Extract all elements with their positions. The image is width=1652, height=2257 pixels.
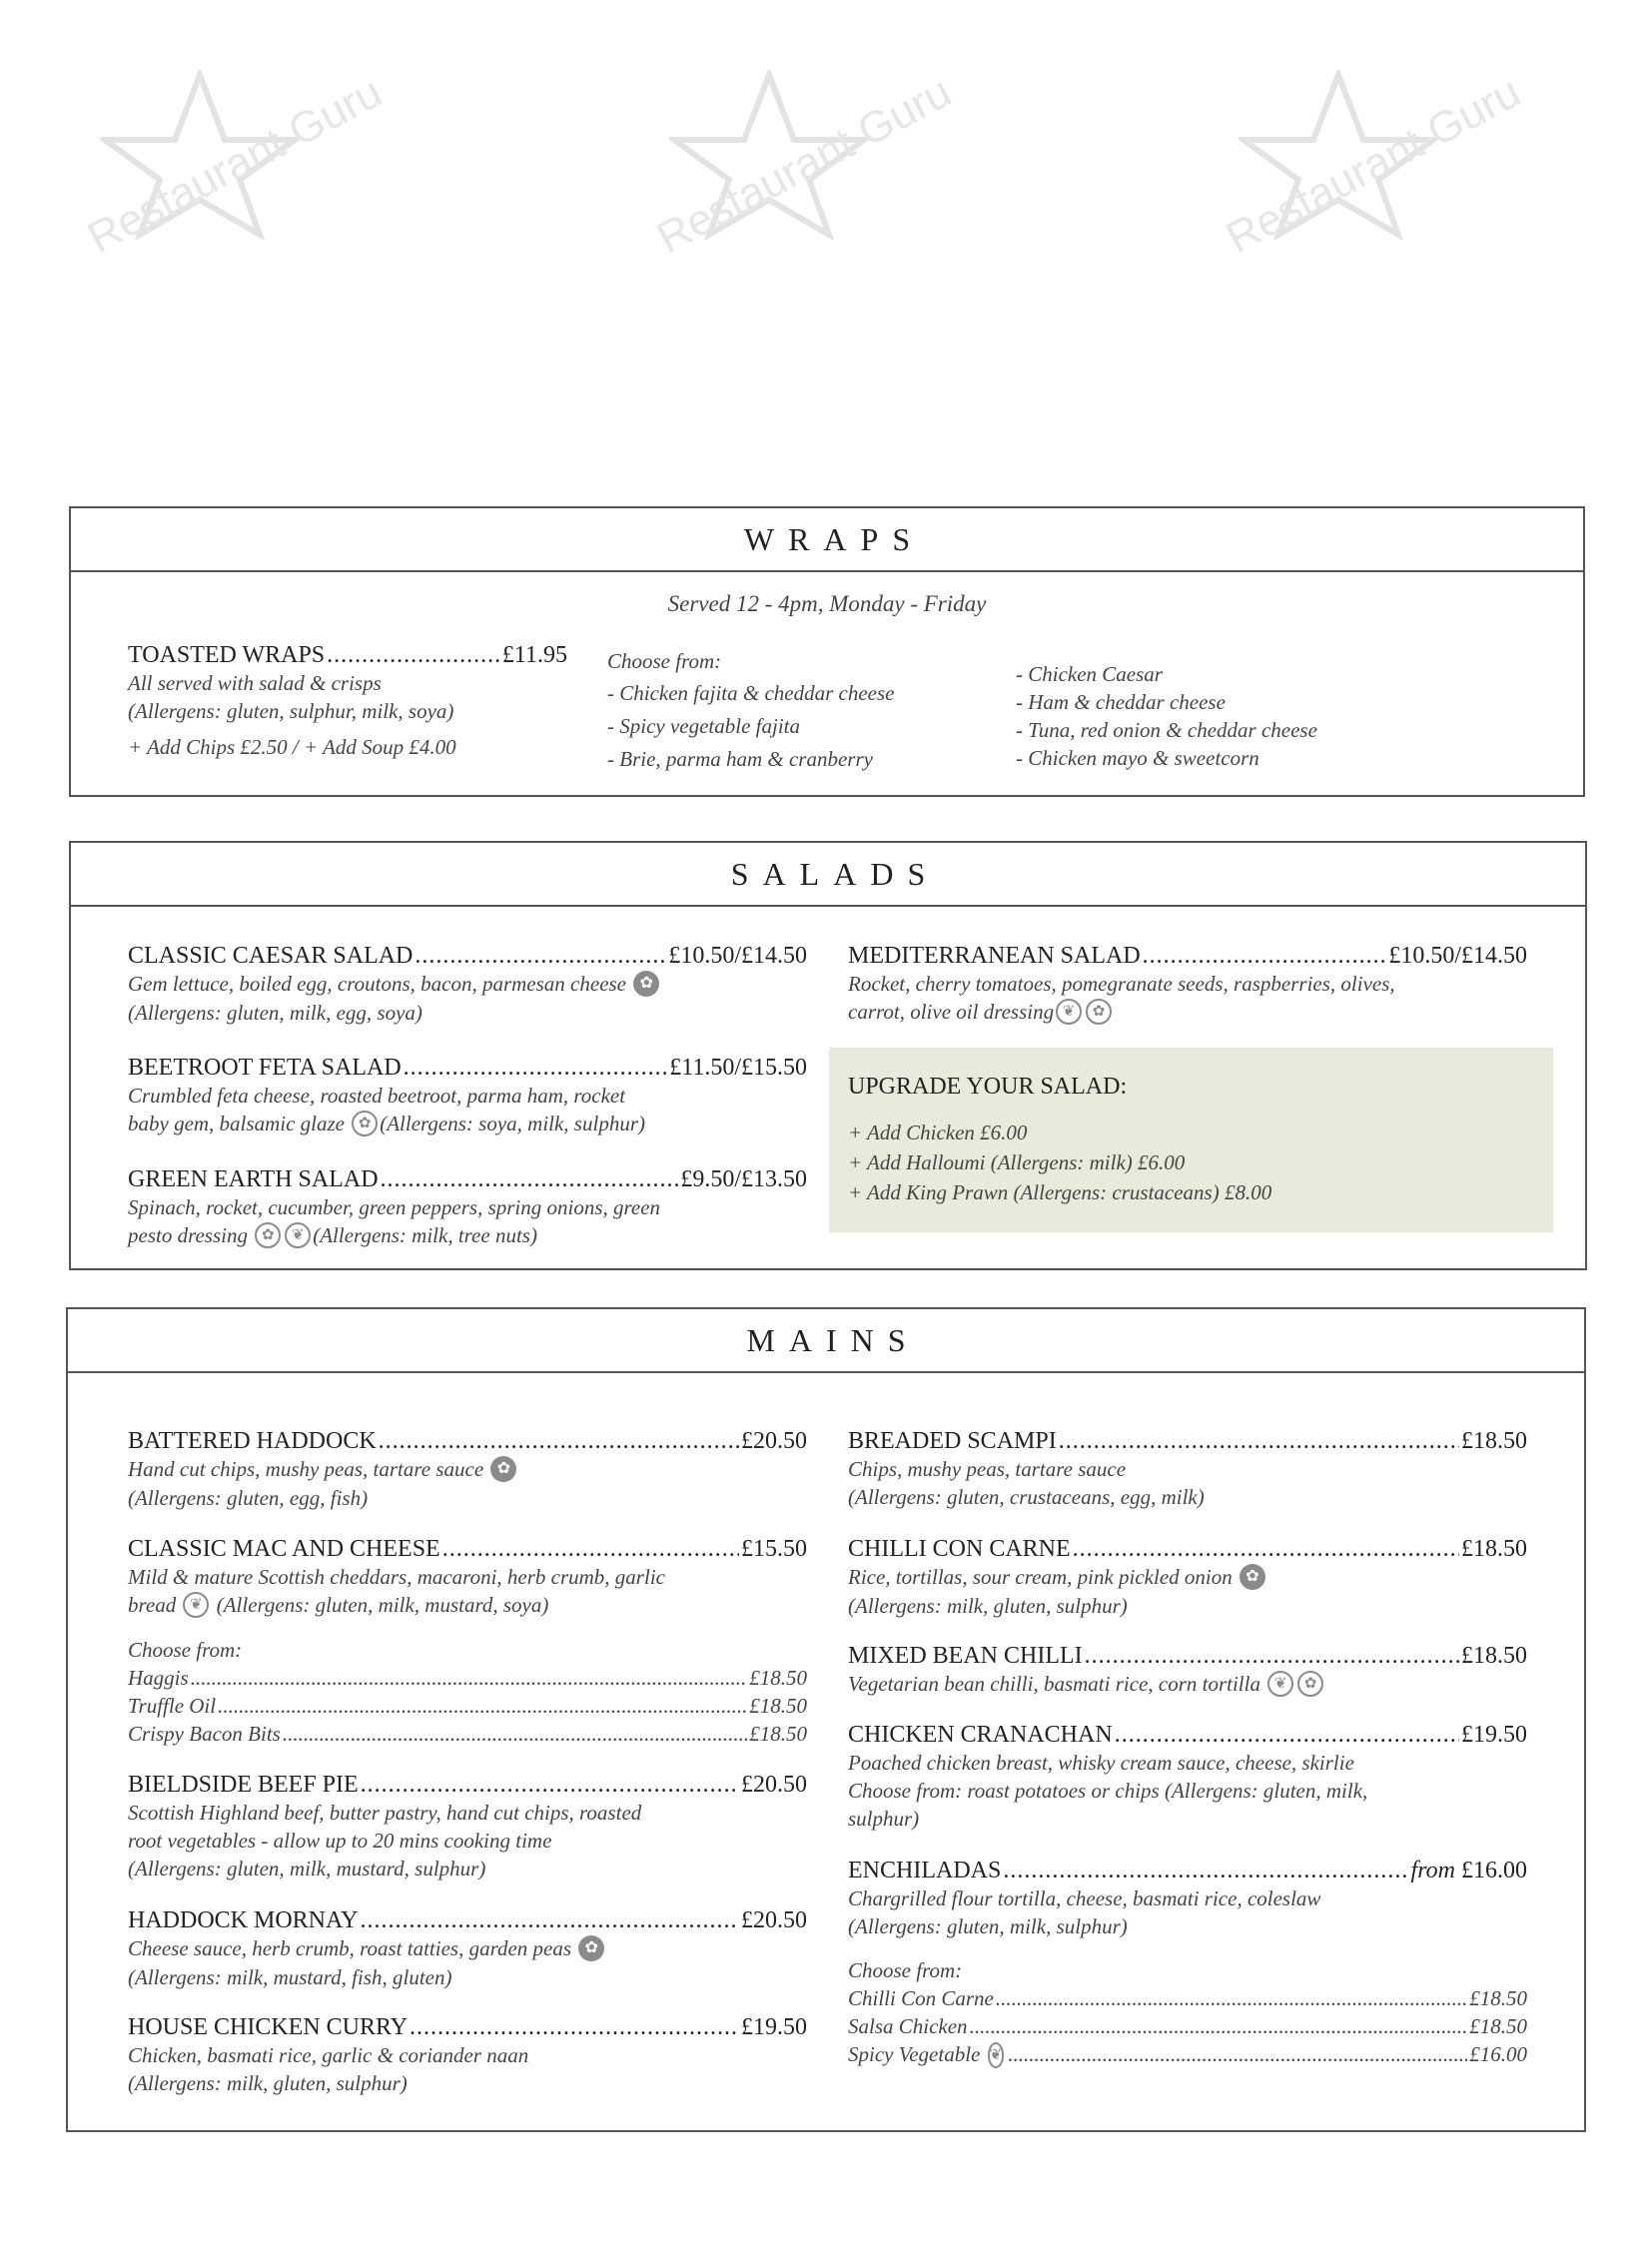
item-allergens-text: (Allergens: soya, milk, sulphur) xyxy=(380,1112,645,1135)
item-name: CHILLI CON CARNE xyxy=(848,1536,1071,1562)
item-price: £19.50 xyxy=(1461,1722,1527,1748)
item-price: £10.50/£14.50 xyxy=(668,943,807,969)
item-allergens xyxy=(128,1110,807,1138)
item-description: Rocket, cherry tomatoes, pomegranate seeds, raspberries, olives, xyxy=(848,972,1395,996)
leader-dots xyxy=(442,1536,739,1563)
leader-dots xyxy=(410,2014,739,2041)
menu-item-line xyxy=(128,1166,807,1193)
gluten-free-icon: ✿ xyxy=(352,1111,378,1136)
sub-option-price: £18.50 xyxy=(1469,1986,1527,2010)
beetroot-salad-item xyxy=(128,1055,807,1138)
mains-section xyxy=(66,1307,1586,2132)
choose-label: Choose from: xyxy=(848,1958,963,1982)
leader-dots xyxy=(218,1692,747,1720)
leader-dots xyxy=(1003,1858,1408,1884)
menu-item-line xyxy=(848,943,1527,970)
wraps-section xyxy=(69,506,1585,797)
item-name: CHICKEN CRANACHAN xyxy=(848,1722,1113,1748)
watermark-text: Restaurant Guru xyxy=(649,67,960,264)
mediterranean-salad-item xyxy=(848,943,1527,1027)
vegan-icon: ❦ xyxy=(1056,999,1082,1025)
mixed-bean-chilli-item xyxy=(848,1643,1527,1699)
leader-dots xyxy=(1115,1722,1459,1749)
sub-option-name: Spicy Vegetable xyxy=(848,2042,981,2066)
upgrade-option: + Add Halloumi (Allergens: milk) £6.00 xyxy=(848,1150,1186,1174)
wrap-option: - Tuna, red onion & cheddar cheese xyxy=(1016,718,1317,742)
gluten-free-icon: ✿ xyxy=(1297,1671,1323,1697)
wraps-item xyxy=(128,642,567,761)
leader-dots xyxy=(1143,943,1387,970)
leader-dots xyxy=(191,1664,748,1692)
mac-and-cheese-item xyxy=(128,1536,807,1748)
vegetarian-icon: ❦ xyxy=(183,1592,209,1618)
gluten-free-icon: ✿ xyxy=(255,1222,281,1248)
salads-title: SALADS xyxy=(730,855,940,892)
leader-dots xyxy=(360,1907,739,1934)
item-description: Poached chicken breast, whisky cream sauce, cheese, skirlie xyxy=(848,1751,1354,1775)
item-description-text: pesto dressing xyxy=(128,1223,248,1247)
item-allergens: sulphur) xyxy=(848,1807,920,1831)
wrap-option: - Ham & cheddar cheese xyxy=(1016,690,1226,714)
item-price: £19.50 xyxy=(741,2014,807,2040)
item-description-text: Cheese sauce, herb crumb, roast tatties, garden peas xyxy=(128,1936,572,1960)
wraps-header xyxy=(71,508,1583,572)
sub-option-line xyxy=(128,1664,807,1692)
watermark-text: Restaurant Guru xyxy=(1219,67,1529,264)
gluten-free-icon: ✿ xyxy=(490,1456,516,1482)
item-allergens: (Allergens: gluten, crustaceans, egg, milk) xyxy=(848,1485,1205,1509)
sub-option-line xyxy=(128,1692,807,1720)
wraps-served-note: Served 12 - 4pm, Monday - Friday xyxy=(667,591,987,616)
leader-dots xyxy=(996,1984,1467,2012)
breaded-scampi-item xyxy=(848,1428,1527,1511)
leader-dots xyxy=(404,1055,668,1082)
menu-item-line xyxy=(848,1858,1527,1884)
sub-option-line xyxy=(848,2040,1527,2070)
item-price: £9.50/£13.50 xyxy=(680,1166,807,1192)
item-name: BATTERED HADDOCK xyxy=(128,1428,377,1454)
item-price: £18.50 xyxy=(1461,1643,1527,1669)
item-price: £11.50/£15.50 xyxy=(669,1055,807,1081)
item-description: root vegetables - allow up to 20 mins cooking time xyxy=(128,1829,552,1853)
sub-option-price: £18.50 xyxy=(749,1666,807,1691)
haddock-mornay-item xyxy=(128,1907,807,1991)
menu-item-line xyxy=(848,1428,1527,1455)
leader-dots xyxy=(1059,1428,1459,1455)
item-description-text: Gem lettuce, boiled egg, croutons, bacon, parmesan cheese xyxy=(128,972,627,996)
menu-item-line xyxy=(128,1772,807,1799)
menu-item-line xyxy=(128,2014,807,2041)
item-name: MIXED BEAN CHILLI xyxy=(848,1643,1083,1669)
item-description xyxy=(128,970,807,999)
item-name: HOUSE CHICKEN CURRY xyxy=(128,2014,409,2040)
item-description xyxy=(128,1934,807,1963)
enchiladas-item xyxy=(848,1858,1527,2070)
menu-item-line xyxy=(128,943,807,970)
sub-option-name: Chilli Con Carne xyxy=(848,1986,994,2010)
sub-option-price: £18.50 xyxy=(1469,2014,1527,2038)
item-allergens: (Allergens: milk, gluten, sulphur) xyxy=(128,2071,408,2095)
chicken-cranachan-item xyxy=(848,1722,1527,1833)
battered-haddock-item xyxy=(128,1428,807,1512)
menu-item-line xyxy=(128,1536,807,1563)
item-allergens: (Allergens: gluten, milk, sulphur) xyxy=(848,1914,1128,1938)
item-description: Chips, mushy peas, tartare sauce xyxy=(848,1457,1127,1481)
sub-option-name: Haggis xyxy=(128,1666,189,1691)
item-description: All served with salad & crisps xyxy=(128,671,382,695)
wraps-options-col2 xyxy=(1016,660,1435,772)
menu-item-line xyxy=(128,1055,807,1082)
item-addons: + Add Chips £2.50 / + Add Soup £4.00 xyxy=(128,735,456,759)
gluten-free-icon: ✿ xyxy=(1239,1564,1265,1590)
leader-dots xyxy=(1085,1643,1459,1670)
item-name: ENCHILADAS xyxy=(848,1858,1002,1883)
menu-item-line xyxy=(848,1536,1527,1563)
item-name: HADDOCK MORNAY xyxy=(128,1907,359,1933)
sub-option-name: Truffle Oil xyxy=(128,1694,217,1719)
menu-item-line xyxy=(128,1907,807,1934)
sub-option-name: Salsa Chicken xyxy=(848,2014,968,2038)
menu-item-line xyxy=(848,1722,1527,1749)
price-value: £16.00 xyxy=(1461,1858,1527,1883)
item-name: TOASTED WRAPS xyxy=(128,642,326,668)
leader-dots xyxy=(1008,2040,1467,2068)
item-description: Chargrilled flour tortilla, cheese, basmati rice, coleslaw xyxy=(848,1886,1321,1910)
item-description-text: Rice, tortillas, sour cream, pink pickled onion xyxy=(848,1565,1233,1589)
wraps-options-col1 xyxy=(607,645,997,776)
vegan-icon: ❦ xyxy=(1267,1671,1293,1697)
sub-option-name: Crispy Bacon Bits xyxy=(128,1722,281,1747)
salads-section xyxy=(69,841,1587,1270)
leader-dots xyxy=(381,1166,679,1193)
wraps-title: WRAPS xyxy=(743,520,925,557)
item-allergens xyxy=(128,1591,807,1620)
item-name: BREADED SCAMPI xyxy=(848,1428,1057,1454)
item-allergens: (Allergens: gluten, milk, mustard, sulphur) xyxy=(128,1857,486,1881)
wrap-option: - Chicken fajita & cheddar cheese xyxy=(607,681,895,705)
price-prefix: from xyxy=(1410,1858,1455,1883)
menu-item-line xyxy=(128,642,567,669)
item-price: £20.50 xyxy=(741,1428,807,1454)
watermark-text: Restaurant Guru xyxy=(80,67,391,264)
watermark xyxy=(70,67,391,310)
item-description: Chicken, basmati rice, garlic & coriander naan xyxy=(128,2043,529,2067)
wrap-option: - Spicy vegetable fajita xyxy=(607,714,801,738)
item-allergens xyxy=(848,998,1527,1027)
upgrade-heading: UPGRADE YOUR SALAD: xyxy=(848,1074,1128,1100)
vegan-icon: ❦ xyxy=(285,1222,311,1248)
item-name: BEETROOT FETA SALAD xyxy=(128,1055,402,1081)
sub-option-price: £18.50 xyxy=(749,1722,807,1747)
item-description xyxy=(128,1455,807,1484)
item-allergens xyxy=(128,1221,807,1250)
mains-header xyxy=(68,1309,1584,1373)
item-name: GREEN EARTH SALAD xyxy=(128,1166,379,1192)
item-name: CLASSIC CAESAR SALAD xyxy=(128,943,413,969)
choose-label: Choose from: xyxy=(607,649,722,673)
item-name: BIELDSIDE BEEF PIE xyxy=(128,1772,359,1798)
leader-dots xyxy=(379,1428,739,1455)
item-name: CLASSIC MAC AND CHEESE xyxy=(128,1536,440,1562)
item-description-text: Hand cut chips, mushy peas, tartare sauce xyxy=(128,1457,484,1481)
watermark xyxy=(1209,67,1529,310)
leader-dots xyxy=(1073,1536,1459,1563)
leader-dots xyxy=(327,642,500,669)
chilli-con-carne-item xyxy=(848,1536,1527,1620)
upgrade-option: + Add Chicken £6.00 xyxy=(848,1121,1028,1144)
watermark xyxy=(639,67,960,310)
item-description xyxy=(848,1670,1527,1699)
item-allergens: (Allergens: milk, gluten, sulphur) xyxy=(848,1594,1128,1619)
item-price: £20.50 xyxy=(741,1772,807,1798)
gluten-free-icon: ✿ xyxy=(1086,999,1112,1025)
item-allergens: (Allergens: gluten, sulphur, milk, soya) xyxy=(128,699,454,723)
leader-dots xyxy=(361,1772,739,1799)
item-allergens-text: (Allergens: gluten, milk, mustard, soya) xyxy=(216,1593,549,1617)
menu-item-line xyxy=(848,1643,1527,1670)
item-price: £20.50 xyxy=(741,1907,807,1933)
leader-dots xyxy=(283,1720,747,1748)
sub-option-line xyxy=(128,1720,807,1748)
salads-header xyxy=(71,843,1585,907)
gluten-free-icon: ✿ xyxy=(578,1935,604,1961)
item-allergens: (Allergens: milk, mustard, fish, gluten) xyxy=(128,1965,452,1990)
vegetarian-icon: ❦ xyxy=(988,2042,1005,2068)
green-earth-salad-item xyxy=(128,1166,807,1250)
sub-option-line xyxy=(848,2012,1527,2040)
leader-dots xyxy=(414,943,666,970)
menu-item-line xyxy=(128,1428,807,1455)
item-description: Choose from: roast potatoes or chips (Allergens: gluten, milk, xyxy=(848,1779,1368,1803)
upgrade-salad-box xyxy=(829,1048,1553,1232)
item-price: £18.50 xyxy=(1461,1428,1527,1454)
item-description-text: baby gem, balsamic glaze xyxy=(128,1112,345,1135)
sub-option-price: £16.00 xyxy=(1469,2042,1527,2066)
item-allergens: (Allergens: gluten, milk, egg, soya) xyxy=(128,1001,422,1026)
item-allergens: (Allergens: gluten, egg, fish) xyxy=(128,1486,369,1511)
item-price: £11.95 xyxy=(501,642,567,668)
item-allergens-text: (Allergens: milk, tree nuts) xyxy=(313,1223,537,1247)
item-description-text: carrot, olive oil dressing xyxy=(848,1000,1055,1024)
item-description-text: bread xyxy=(128,1593,177,1617)
item-price xyxy=(1411,1858,1527,1884)
item-price: £15.50 xyxy=(741,1536,807,1562)
item-description xyxy=(848,1563,1527,1592)
wrap-option: - Chicken mayo & sweetcorn xyxy=(1016,746,1259,770)
wrap-option: - Chicken Caesar xyxy=(1016,662,1163,686)
upgrade-option: + Add King Prawn (Allergens: crustaceans) £8.00 xyxy=(848,1180,1272,1204)
item-description-text: Vegetarian bean chilli, basmati rice, corn tortilla xyxy=(848,1672,1260,1696)
sub-option-price: £18.50 xyxy=(749,1694,807,1719)
gluten-free-icon: ✿ xyxy=(633,971,659,997)
mains-title: MAINS xyxy=(746,1321,920,1358)
item-description: Crumbled feta cheese, roasted beetroot, parma ham, rocket xyxy=(128,1084,626,1108)
leader-dots xyxy=(970,2012,1468,2040)
item-description: Spinach, rocket, cucumber, green peppers, spring onions, green xyxy=(128,1195,661,1219)
item-description: Scottish Highland beef, butter pastry, hand cut chips, roasted xyxy=(128,1801,642,1825)
beef-pie-item xyxy=(128,1772,807,1882)
caesar-salad-item xyxy=(128,943,807,1027)
sub-option-line xyxy=(848,1984,1527,2012)
item-name: MEDITERRANEAN SALAD xyxy=(848,943,1141,969)
item-price: £18.50 xyxy=(1461,1536,1527,1562)
item-description: Mild & mature Scottish cheddars, macaroni, herb crumb, garlic xyxy=(128,1565,665,1589)
item-price: £10.50/£14.50 xyxy=(1388,943,1527,969)
wrap-option: - Brie, parma ham & cranberry xyxy=(607,747,873,771)
chicken-curry-item xyxy=(128,2014,807,2097)
choose-label: Choose from: xyxy=(128,1638,243,1663)
